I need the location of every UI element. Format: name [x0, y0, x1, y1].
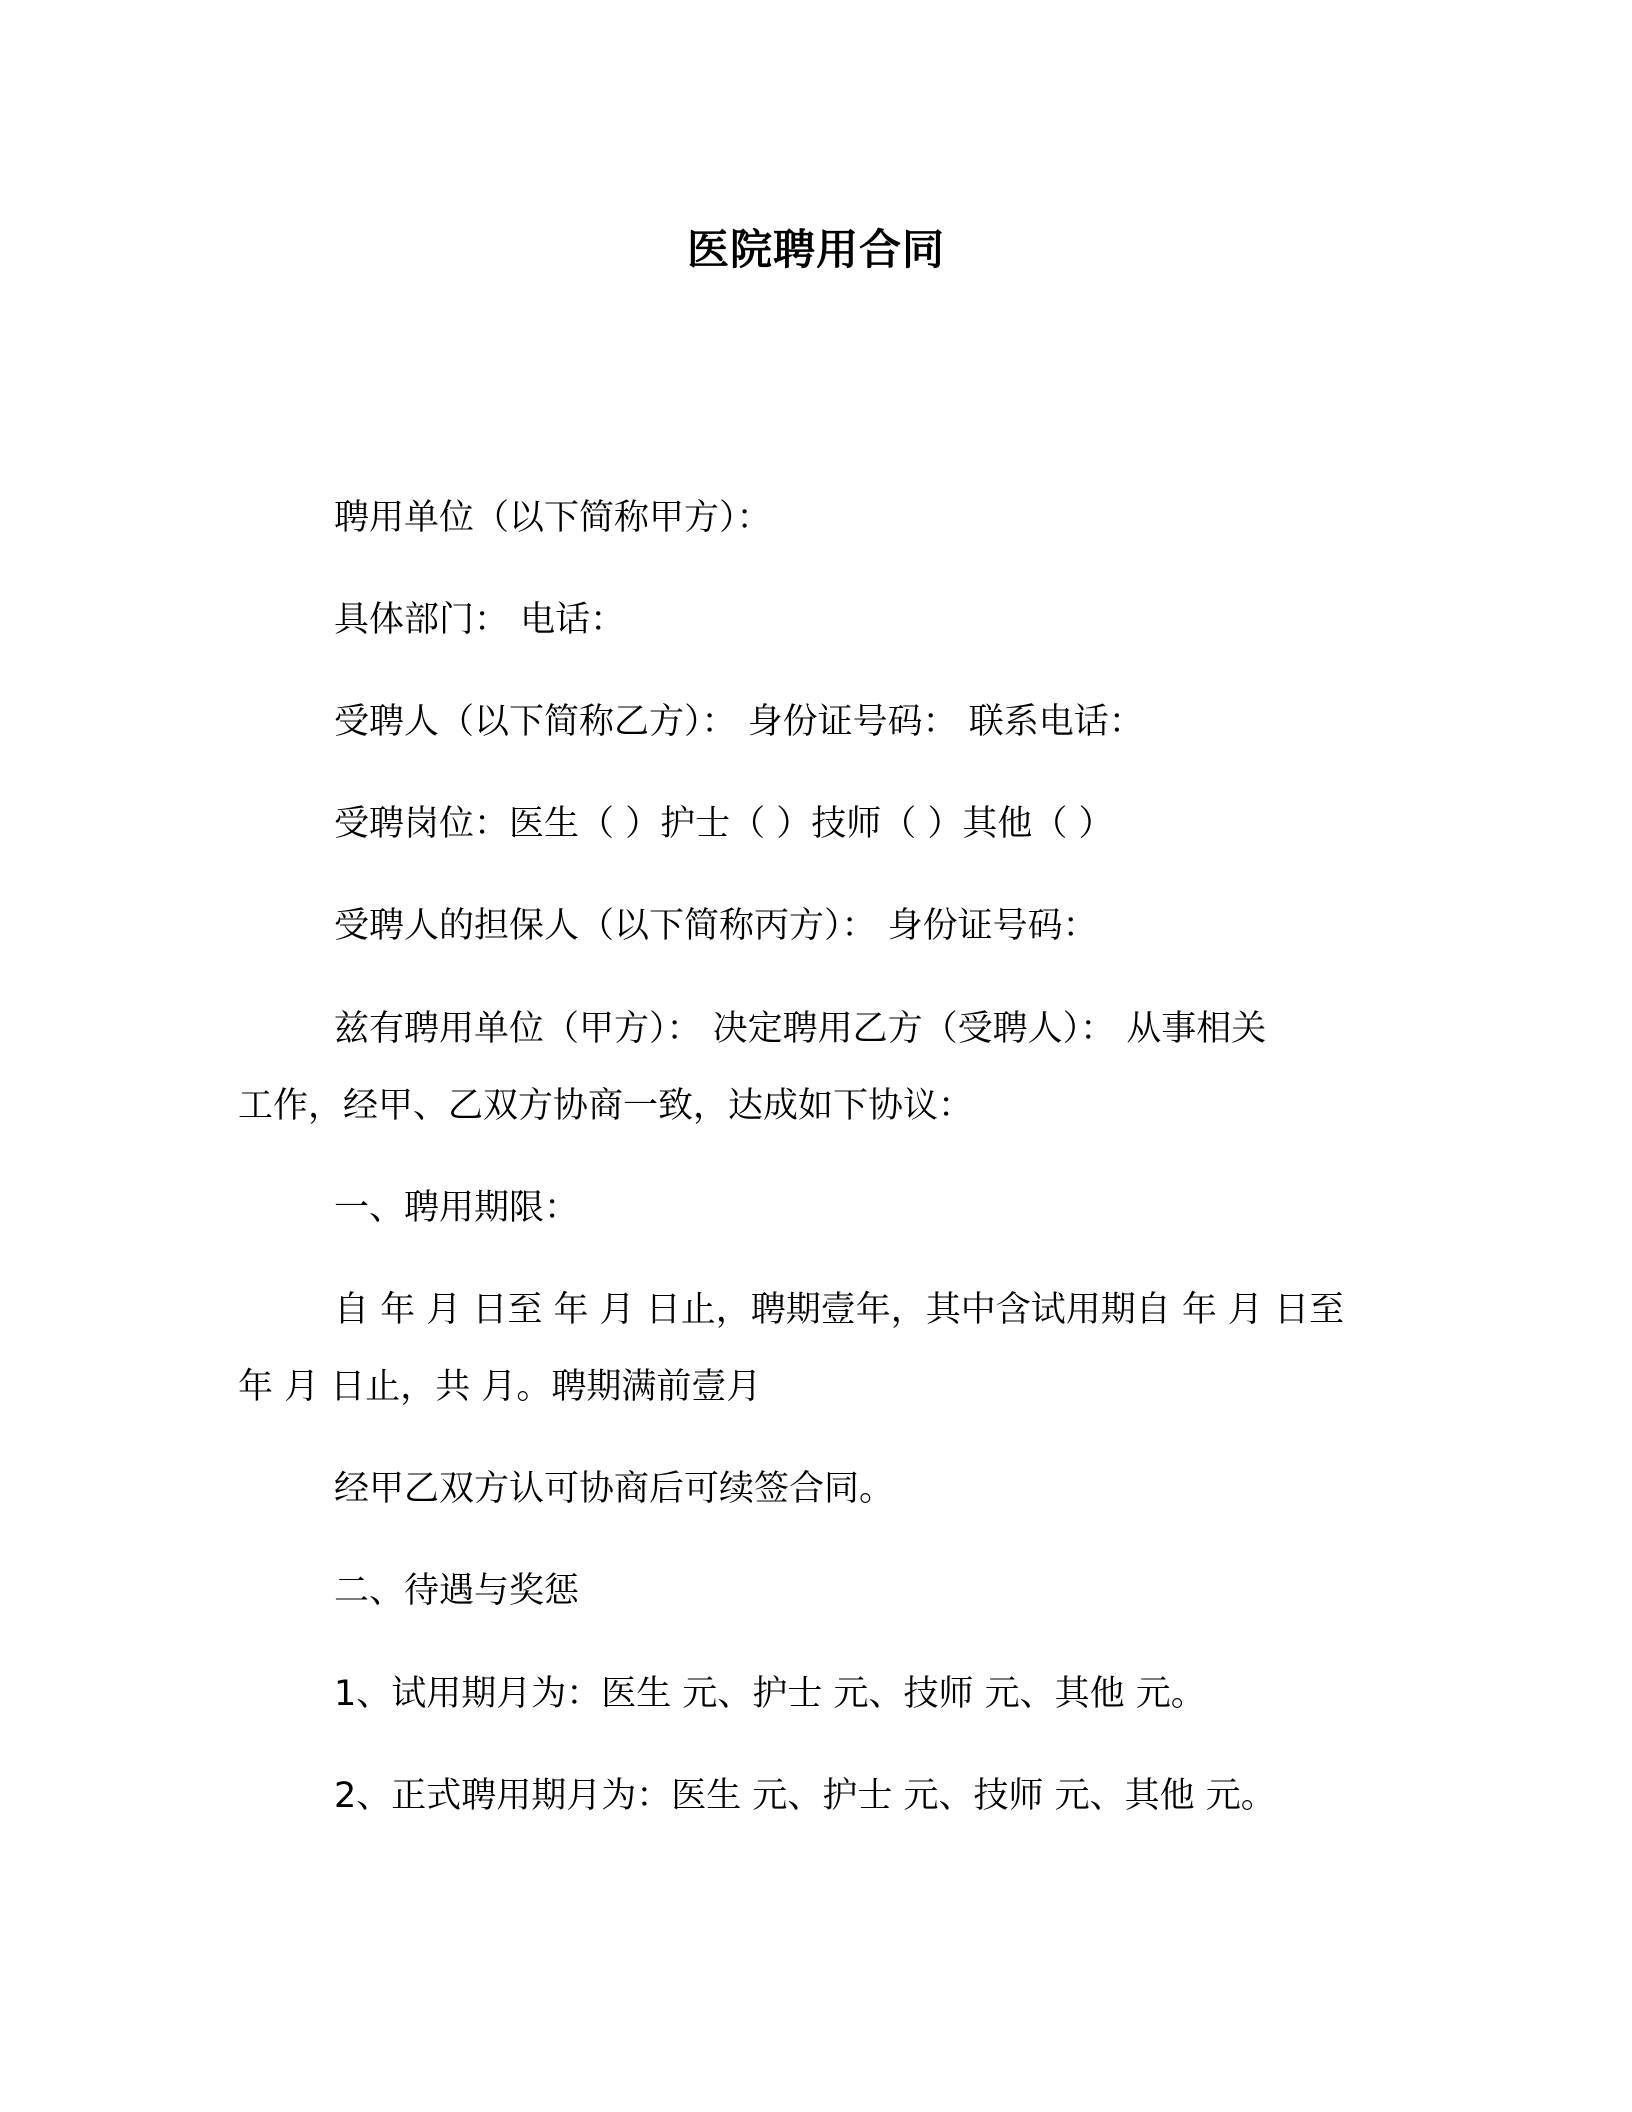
employee-line: 受聘人（以下简称乙方）： 身份证号码： 联系电话： [334, 702, 1144, 742]
position-line: 受聘岗位：医生（ ）护士（ ）技师（ ）其他（ ） [334, 804, 1114, 844]
term-line-2: 年 月 日止，共 月。聘期满前壹月 [238, 1367, 762, 1407]
formal-salary-line: 2、正式聘用期月为：医生 元、护士 元、技师 元、其他 元。 [334, 1776, 1276, 1816]
department-phone-line: 具体部门： 电话： [334, 600, 626, 640]
probation-salary-line: 1、试用期月为：医生 元、护士 元、技师 元、其他 元。 [334, 1674, 1206, 1714]
guarantor-line: 受聘人的担保人（以下简称丙方）： 身份证号码： [334, 906, 1098, 946]
renewal-line: 经甲乙双方认可协商后可续签合同。 [334, 1469, 895, 1509]
section-2-heading: 二、待遇与奖惩 [334, 1571, 580, 1611]
preamble-line-2: 工作，经甲、乙双方协商一致，达成如下协议： [238, 1086, 974, 1126]
preamble-line-1: 兹有聘用单位（甲方）： 决定聘用乙方（受聘人）： 从事相关 [334, 1009, 1267, 1049]
document-title: 医院聘用合同 [686, 225, 945, 274]
section-1-heading: 一、聘用期限： [334, 1188, 580, 1228]
term-line-1: 自 年 月 日至 年 月 日止，聘期壹年，其中含试用期自 年 月 日至 [334, 1290, 1345, 1330]
employer-line: 聘用单位（以下简称甲方）： [334, 498, 772, 538]
